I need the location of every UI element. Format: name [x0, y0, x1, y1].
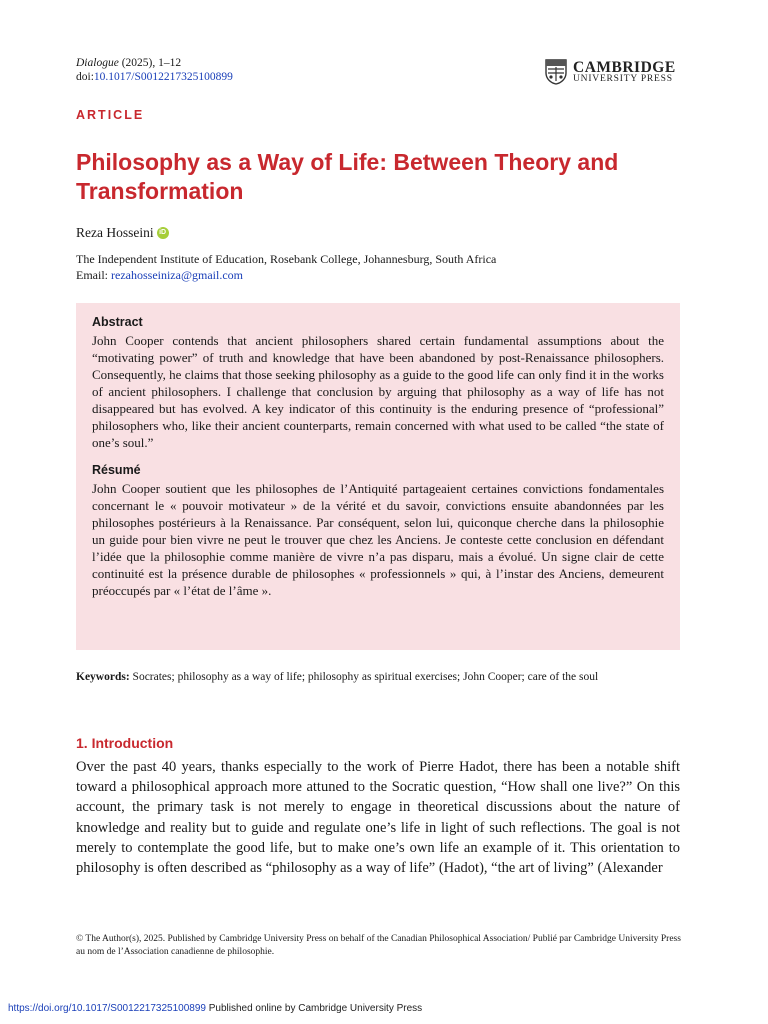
article-type-label: ARTICLE — [76, 108, 145, 122]
author-line — [76, 225, 169, 241]
logo-line-2: UNIVERSITY PRESS — [573, 74, 673, 84]
doi-link[interactable]: 10.1017/S0012217325100899 — [93, 71, 233, 83]
keywords-label: Keywords: — [76, 671, 130, 683]
email-link[interactable]: rezahosseiniza@gmail.com — [111, 267, 243, 282]
footer-published-text: Published online by Cambridge University Press — [208, 1003, 423, 1014]
publisher-logo[interactable] — [545, 58, 685, 86]
journal-name: Dialogue — [76, 57, 119, 69]
resume-text: John Cooper soutient que les philosophes de l’Antiquité partageaient certaines convictions fondamentales concernant le « pouvoir motivateur » de la vérité et du savoir, convictions ensuite abandonnées par les philosophes postérieurs à la Renaissance. Par conséquent, selon lui, quiconque cherche dans la philosophie un guide pour bien vivre ne peut le trouver que chez les Anciens. Je conteste cette conclusion en défendant l’idée que la philosophie comme manière de vivre n’a pas disparu, mais a évolué. Un signe clair de cette continuité est la présence durable de philosophes « professionnels » qui, à l’instar des Anciens, demeurent préoccupés par « l’état de l’âme ». — [92, 481, 664, 598]
copyright-notice: © The Author(s), 2025. Published by Cambridge University Press on behalf of the Canadian Philosophical Association/ Publié par Cambridge University Press au nom de l’Association canadienne de philosophie. — [76, 934, 681, 957]
page-footer — [8, 1003, 422, 1014]
abstract-text: John Cooper contends that ancient philosophers shared certain fundamental assumptions about the “motivating power” of truth and knowledge that have been abandoned by post-Renaissance philosophers. Consequently, he claims that those seeking philosophy as a guide to the good life can only find it in the works of ancient philosophers. I challenge that conclusion by arguing that philosophy as a way of life has not disappeared but has evolved. A key indicator of this continuity is the enduring presence of “professional” philosophers who, like their ancient counterparts, remain concerned with what used to be called “the state of one’s soul.” — [92, 333, 664, 450]
section-heading-introduction: 1. Introduction — [76, 735, 174, 751]
email-label: Email: — [76, 267, 108, 282]
footer-doi-link[interactable]: https://doi.org/10.1017/S0012217325100899 — [8, 1003, 206, 1014]
keywords — [76, 670, 680, 686]
orcid-icon[interactable]: iD — [157, 227, 169, 239]
doi-prefix: doi: — [76, 71, 94, 83]
article-title: Philosophy as a Way of Life: Between Theory and Transformation — [76, 149, 619, 204]
abstract-heading: Abstract — [92, 315, 143, 329]
resume-heading: Résumé — [92, 463, 141, 477]
affiliation: The Independent Institute of Education, Rosebank College, Johannesburg, South Africa — [76, 252, 497, 266]
journal-year-pages: (2025), 1–12 — [121, 57, 182, 69]
affiliation-block — [76, 252, 496, 283]
logo-line-1: CAMBRIDGE — [573, 58, 676, 76]
abstract-box — [76, 303, 680, 650]
journal-citation — [76, 56, 233, 84]
cambridge-shield-icon — [545, 59, 567, 85]
author-name: Reza Hosseini — [76, 225, 154, 240]
introduction-paragraph: Over the past 40 years, thanks especially to the work of Pierre Hadot, there has been a notable shift toward a philosophical approach more attuned to the Socratic question, “How shall one live?” On this account, the primary task is not merely to engage in theoretical discussions about the nature of knowledge and reality but to guide and regulate one’s life in light of such reflections. The goal is not merely to contemplate the good life, but to make one’s own life an example of it. This orientation to philosophy is often described as “philosophy as a way of life” (Hadot), “the art of living” (Alexander — [76, 759, 680, 877]
keywords-text: Socrates; philosophy as a way of life; philosophy as spiritual exercises; John Cooper; care of the soul — [132, 671, 599, 683]
